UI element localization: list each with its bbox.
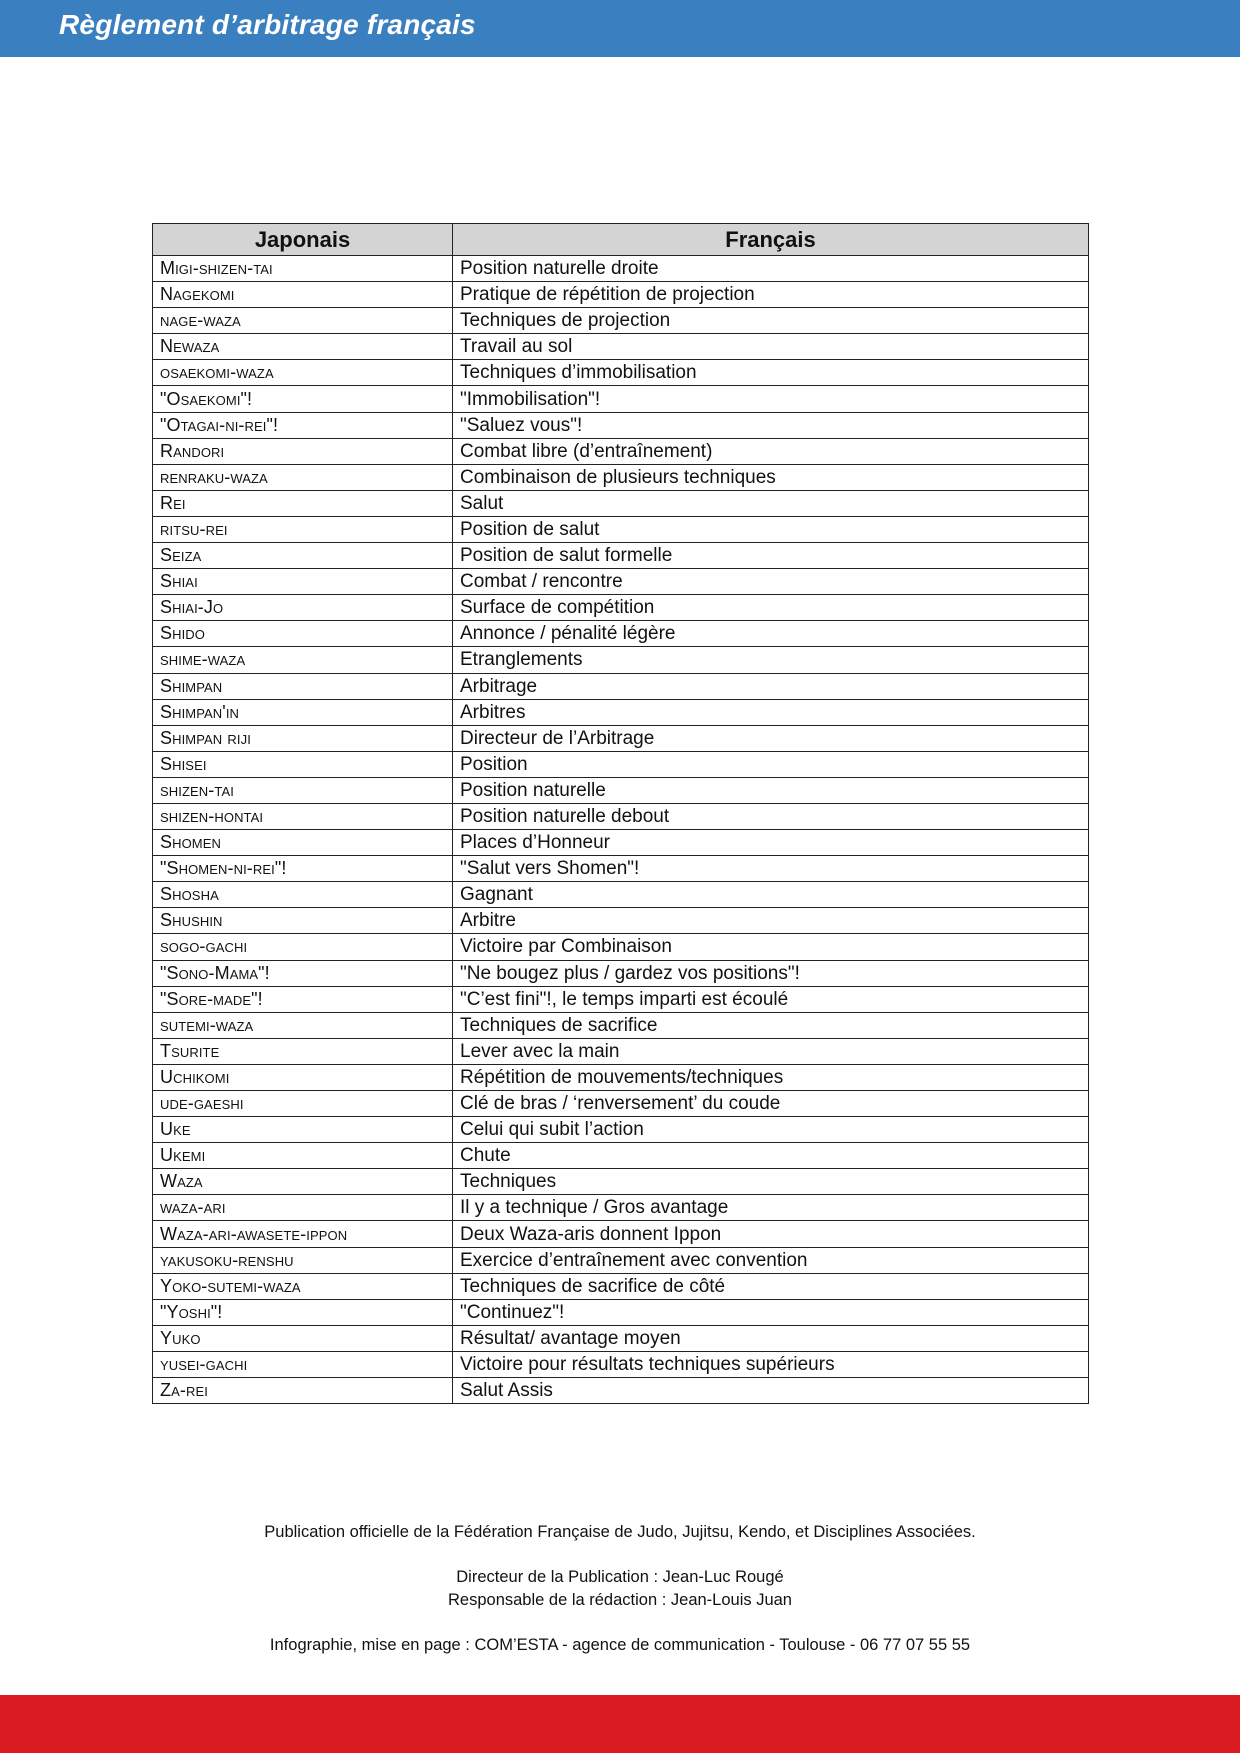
table-row <box>153 543 1089 569</box>
table-row <box>153 1169 1089 1195</box>
japanese-term: Yoko-sutemi-waza <box>153 1273 453 1299</box>
table-row <box>153 960 1089 986</box>
page-title: Règlement d’arbitrage français <box>59 9 476 40</box>
french-translation: Techniques de projection <box>453 308 1089 334</box>
japanese-term: Shiai-Jo <box>153 595 453 621</box>
footer-credits <box>0 1634 1240 1657</box>
glossary-table-body <box>153 256 1089 1404</box>
french-translation: Etranglements <box>453 647 1089 673</box>
table-row <box>153 334 1089 360</box>
table-row <box>153 934 1089 960</box>
french-translation: Résultat/ avantage moyen <box>453 1325 1089 1351</box>
japanese-term: renraku-waza <box>153 464 453 490</box>
table-row <box>153 777 1089 803</box>
french-translation: Combinaison de plusieurs techniques <box>453 464 1089 490</box>
japanese-term: sogo-gachi <box>153 934 453 960</box>
french-translation: Salut <box>453 490 1089 516</box>
table-row <box>153 725 1089 751</box>
french-translation: Répétition de mouvements/techniques <box>453 1064 1089 1090</box>
japanese-term: Shushin <box>153 908 453 934</box>
french-translation: Position de salut formelle <box>453 543 1089 569</box>
japanese-term: "Osaekomi"! <box>153 386 453 412</box>
table-row <box>153 490 1089 516</box>
table-row <box>153 1117 1089 1143</box>
japanese-term: Za-rei <box>153 1378 453 1404</box>
table-row <box>153 569 1089 595</box>
french-translation: Directeur de l’Arbitrage <box>453 725 1089 751</box>
japanese-term: "Sono-Mama"! <box>153 960 453 986</box>
table-row <box>153 647 1089 673</box>
table-row <box>153 516 1089 542</box>
japanese-term: "Yoshi"! <box>153 1299 453 1325</box>
header-band <box>0 0 1240 57</box>
table-row <box>153 1378 1089 1404</box>
table-row <box>153 621 1089 647</box>
column-header-japonais: Japonais <box>153 224 453 256</box>
french-translation: Techniques de sacrifice <box>453 1012 1089 1038</box>
japanese-term: Waza-ari-awasete-ippon <box>153 1221 453 1247</box>
table-row <box>153 464 1089 490</box>
french-translation: Exercice d’entraînement avec convention <box>453 1247 1089 1273</box>
french-translation: Celui qui subit l’action <box>453 1117 1089 1143</box>
table-row <box>153 1091 1089 1117</box>
japanese-term: Uchikomi <box>153 1064 453 1090</box>
french-translation: "Ne bougez plus / gardez vos positions"! <box>453 960 1089 986</box>
table-row <box>153 256 1089 282</box>
table-row <box>153 699 1089 725</box>
french-translation: Deux Waza-aris donnent Ippon <box>453 1221 1089 1247</box>
table-row <box>153 1038 1089 1064</box>
table-row <box>153 1143 1089 1169</box>
table-row <box>153 673 1089 699</box>
table-row <box>153 1325 1089 1351</box>
french-translation: Salut Assis <box>453 1378 1089 1404</box>
japanese-term: Randori <box>153 438 453 464</box>
table-row <box>153 438 1089 464</box>
japanese-term: shizen-tai <box>153 777 453 803</box>
japanese-term: Shimpan <box>153 673 453 699</box>
french-translation: Arbitrage <box>453 673 1089 699</box>
table-row <box>153 1195 1089 1221</box>
japanese-term: Waza <box>153 1169 453 1195</box>
japanese-term: Rei <box>153 490 453 516</box>
japanese-term: Tsurite <box>153 1038 453 1064</box>
table-row <box>153 751 1089 777</box>
japanese-term: Nagekomi <box>153 282 453 308</box>
glossary-table <box>152 223 1089 1404</box>
french-translation: Surface de compétition <box>453 595 1089 621</box>
table-row <box>153 803 1089 829</box>
french-translation: Techniques <box>453 1169 1089 1195</box>
french-translation: "C’est fini"!, le temps imparti est écoulé <box>453 986 1089 1012</box>
french-translation: Pratique de répétition de projection <box>453 282 1089 308</box>
table-row <box>153 360 1089 386</box>
table-row <box>153 1351 1089 1377</box>
japanese-term: Shisei <box>153 751 453 777</box>
japanese-term: yakusoku-renshu <box>153 1247 453 1273</box>
column-header-francais: Français <box>453 224 1089 256</box>
french-translation: Techniques d’immobilisation <box>453 360 1089 386</box>
table-row <box>153 830 1089 856</box>
french-translation: Places d’Honneur <box>453 830 1089 856</box>
french-translation: "Immobilisation"! <box>453 386 1089 412</box>
table-row <box>153 1299 1089 1325</box>
japanese-term: "Sore-made"! <box>153 986 453 1012</box>
table-header-row <box>153 224 1089 256</box>
footer-staff <box>0 1566 1240 1612</box>
japanese-term: osaekomi-waza <box>153 360 453 386</box>
table-row <box>153 412 1089 438</box>
table-row <box>153 386 1089 412</box>
table-row <box>153 1247 1089 1273</box>
french-translation: "Salut vers Shomen"! <box>453 856 1089 882</box>
french-translation: Arbitres <box>453 699 1089 725</box>
table-row <box>153 1064 1089 1090</box>
table-row <box>153 595 1089 621</box>
french-translation: Chute <box>453 1143 1089 1169</box>
credits-line: Infographie, mise en page : COM’ESTA - agence de communication - Toulouse - 06 77 07 55 55 <box>269 1636 971 1654</box>
japanese-term: Shiai <box>153 569 453 595</box>
table-row <box>153 308 1089 334</box>
japanese-term: "Otagai-ni-rei"! <box>153 412 453 438</box>
french-translation: Position naturelle <box>453 777 1089 803</box>
japanese-term: Seiza <box>153 543 453 569</box>
japanese-term: shime-waza <box>153 647 453 673</box>
japanese-term: "Shomen-ni-rei"! <box>153 856 453 882</box>
french-translation: Position de salut <box>453 516 1089 542</box>
footer-publication <box>0 1521 1240 1544</box>
french-translation: "Saluez vous"! <box>453 412 1089 438</box>
japanese-term: Shimpan'in <box>153 699 453 725</box>
japanese-term: Shosha <box>153 882 453 908</box>
table-row <box>153 856 1089 882</box>
french-translation: Annonce / pénalité légère <box>453 621 1089 647</box>
table-row <box>153 1273 1089 1299</box>
japanese-term: Migi-shizen-tai <box>153 256 453 282</box>
table-row <box>153 882 1089 908</box>
french-translation: Arbitre <box>453 908 1089 934</box>
table-row <box>153 282 1089 308</box>
french-translation: Victoire par Combinaison <box>453 934 1089 960</box>
french-translation: Position naturelle droite <box>453 256 1089 282</box>
japanese-term: ude-gaeshi <box>153 1091 453 1117</box>
japanese-term: nage-waza <box>153 308 453 334</box>
japanese-term: Shido <box>153 621 453 647</box>
japanese-term: yusei-gachi <box>153 1351 453 1377</box>
director-line: Directeur de la Publication : Jean-Luc Rougé <box>456 1568 784 1586</box>
french-translation: Travail au sol <box>453 334 1089 360</box>
japanese-term: sutemi-waza <box>153 1012 453 1038</box>
editor-line: Responsable de la rédaction : Jean-Louis Juan <box>448 1591 792 1609</box>
table-row <box>153 908 1089 934</box>
french-translation: Techniques de sacrifice de côté <box>453 1273 1089 1299</box>
french-translation: Clé de bras / ‘renversement’ du coude <box>453 1091 1089 1117</box>
publication-line: Publication officielle de la Fédération Française de Judo, Jujitsu, Kendo, et Disciplines Associées. <box>264 1523 976 1541</box>
french-translation: "Continuez"! <box>453 1299 1089 1325</box>
japanese-term: Shimpan riji <box>153 725 453 751</box>
glossary-table-container <box>152 223 1088 1404</box>
french-translation: Position <box>453 751 1089 777</box>
french-translation: Victoire pour résultats techniques supérieurs <box>453 1351 1089 1377</box>
japanese-term: Yuko <box>153 1325 453 1351</box>
japanese-term: Uke <box>153 1117 453 1143</box>
japanese-term: ritsu-rei <box>153 516 453 542</box>
french-translation: Lever avec la main <box>453 1038 1089 1064</box>
japanese-term: shizen-hontai <box>153 803 453 829</box>
french-translation: Il y a technique / Gros avantage <box>453 1195 1089 1221</box>
french-translation: Combat libre (d’entraînement) <box>453 438 1089 464</box>
japanese-term: Ukemi <box>153 1143 453 1169</box>
french-translation: Combat / rencontre <box>453 569 1089 595</box>
table-row <box>153 986 1089 1012</box>
japanese-term: Shomen <box>153 830 453 856</box>
japanese-term: waza-ari <box>153 1195 453 1221</box>
french-translation: Gagnant <box>453 882 1089 908</box>
footer-band <box>0 1695 1240 1753</box>
japanese-term: Newaza <box>153 334 453 360</box>
table-row <box>153 1221 1089 1247</box>
table-row <box>153 1012 1089 1038</box>
french-translation: Position naturelle debout <box>453 803 1089 829</box>
